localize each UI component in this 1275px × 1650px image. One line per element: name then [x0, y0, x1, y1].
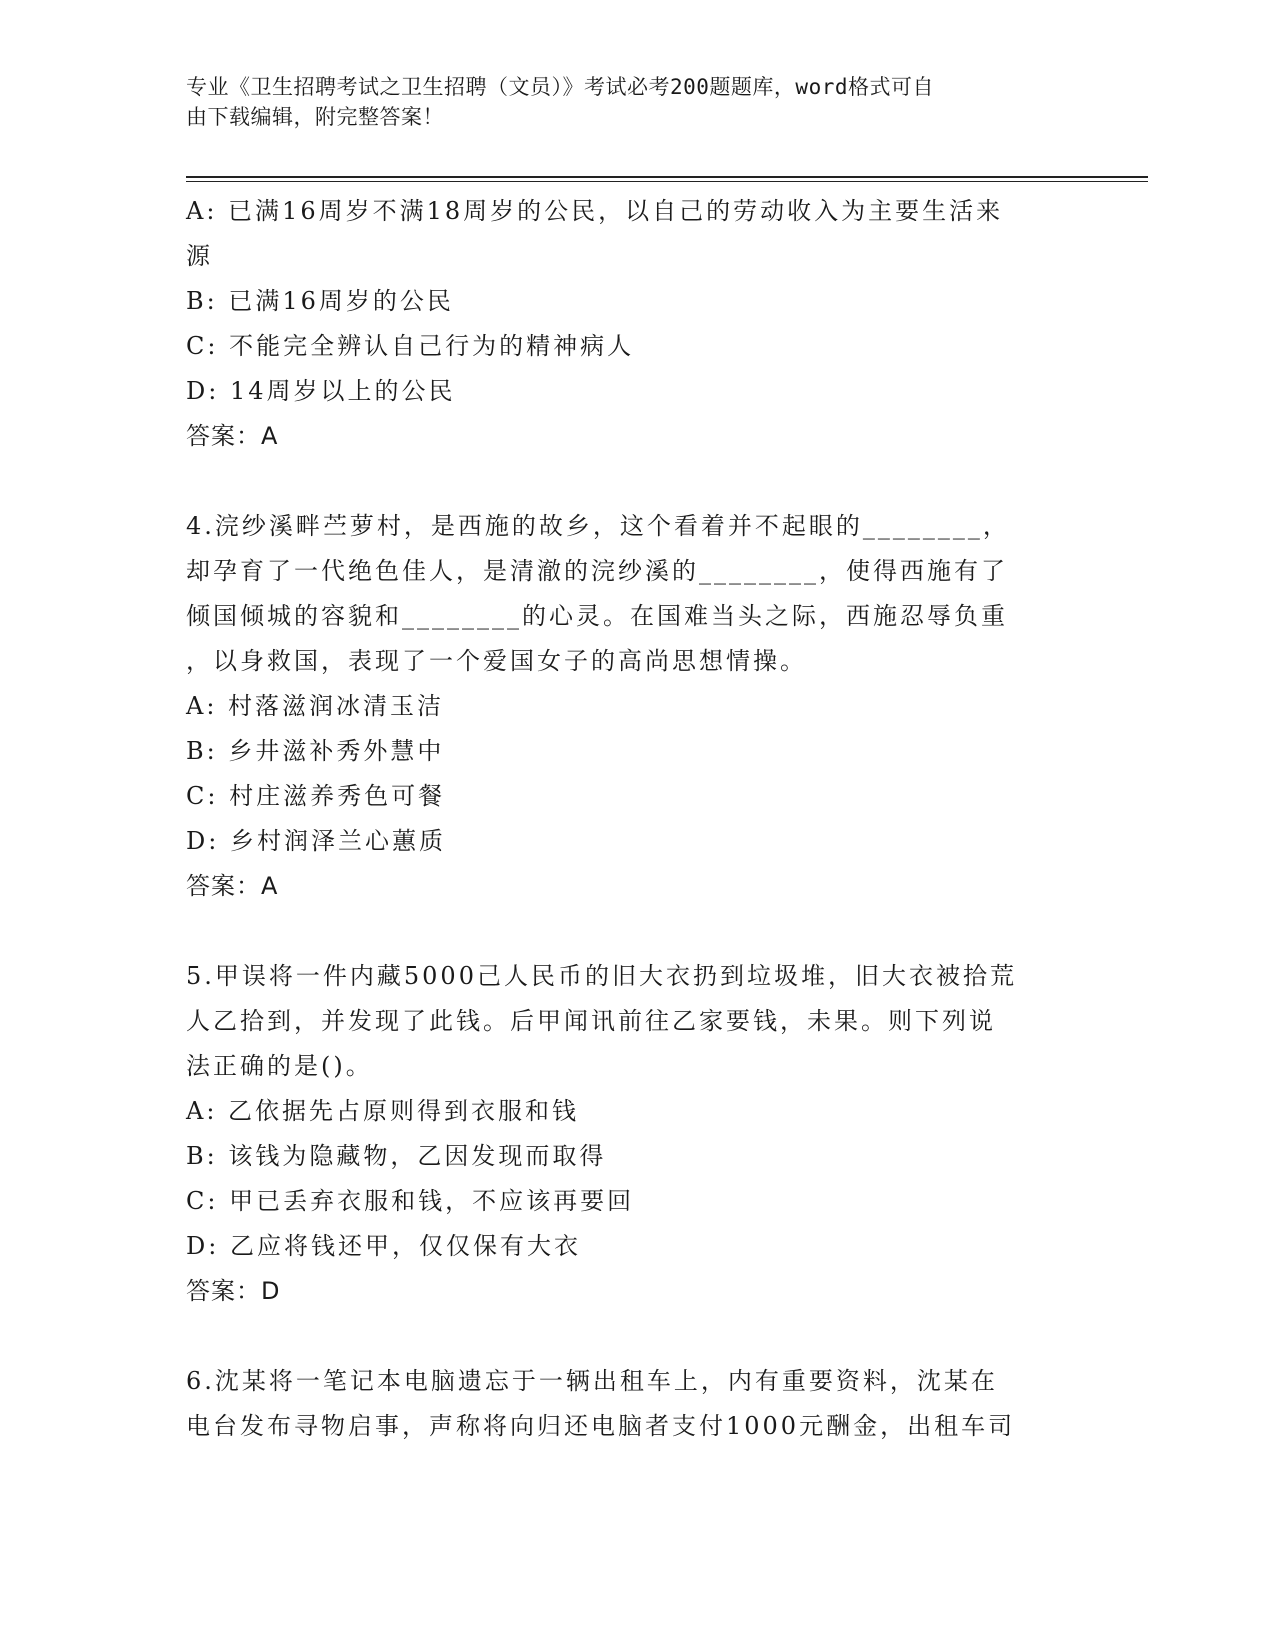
option-c: C: 不能完全辨认自己行为的精神病人 — [186, 332, 635, 360]
option-d: D: 乙应将钱还甲，仅仅保有大衣 — [186, 1232, 581, 1260]
option-b: B: 乡井滋补秀外慧中 — [186, 737, 445, 765]
header-line-1: 专业《卫生招聘考试之卫生招聘（文员）》考试必考200题题库，word格式可自 — [186, 75, 934, 99]
spacer — [186, 909, 1066, 954]
question-content — [186, 189, 1066, 1449]
answer-label: 答案：A — [186, 872, 279, 900]
spacer — [186, 1314, 1066, 1359]
question-stem-line: 电台发布寻物启事，声称将向归还电脑者支付1000元酬金，出租车司 — [186, 1412, 1016, 1440]
answer-label: 答案：D — [186, 1277, 281, 1305]
option-b: B: 该钱为隐藏物，乙因发现而取得 — [186, 1142, 607, 1170]
option-a: A: 已满16周岁不满18周岁的公民，以自己的劳动收入为主要生活来 — [186, 197, 1004, 225]
question-stem-line: 4.浣纱溪畔苎萝村，是西施的故乡，这个看着并不起眼的________， — [186, 512, 1010, 540]
document-header — [186, 72, 1066, 132]
spacer — [186, 459, 1066, 504]
option-a: A: 乙依据先占原则得到衣服和钱 — [186, 1097, 580, 1125]
question-5 — [186, 954, 1066, 1314]
question-stem-line: 法正确的是()。 — [186, 1052, 373, 1080]
option-d: D: 乡村润泽兰心蕙质 — [186, 827, 446, 855]
option-a: A: 村落滋润冰清玉洁 — [186, 692, 445, 720]
header-divider-thick — [186, 176, 1148, 178]
question-stem-line: 6.沈某将一笔记本电脑遗忘于一辆出租车上，内有重要资料，沈某在 — [186, 1367, 998, 1395]
option-a-continued: 源 — [186, 242, 213, 270]
question-stem-line: 人乙拾到，并发现了此钱。后甲闻讯前往乙家要钱，未果。则下列说 — [186, 1007, 996, 1035]
question-stem-line: 却孕育了一代绝色佳人，是清澈的浣纱溪的________，使得西施有了 — [186, 557, 1008, 585]
question-4 — [186, 504, 1066, 909]
header-line-2: 由下载编辑，附完整答案！ — [186, 105, 444, 129]
option-c: C: 甲已丢弃衣服和钱，不应该再要回 — [186, 1187, 635, 1215]
header-divider-thin — [186, 181, 1148, 182]
question-stem-line: ，以身救国，表现了一个爱国女子的高尚思想情操。 — [186, 647, 807, 675]
option-d: D: 14周岁以上的公民 — [186, 377, 456, 405]
option-b: B: 已满16周岁的公民 — [186, 287, 454, 315]
question-stem-line: 5.甲误将一件内藏5000己人民币的旧大衣扔到垃圾堆，旧大衣被拾荒 — [186, 962, 1017, 990]
question-stem-line: 倾国倾城的容貌和________的心灵。在国难当头之际，西施忍辱负重 — [186, 602, 1008, 630]
question-6 — [186, 1359, 1066, 1449]
option-c: C: 村庄滋养秀色可餐 — [186, 782, 446, 810]
answer-label: 答案：A — [186, 422, 279, 450]
question-3 — [186, 189, 1066, 459]
